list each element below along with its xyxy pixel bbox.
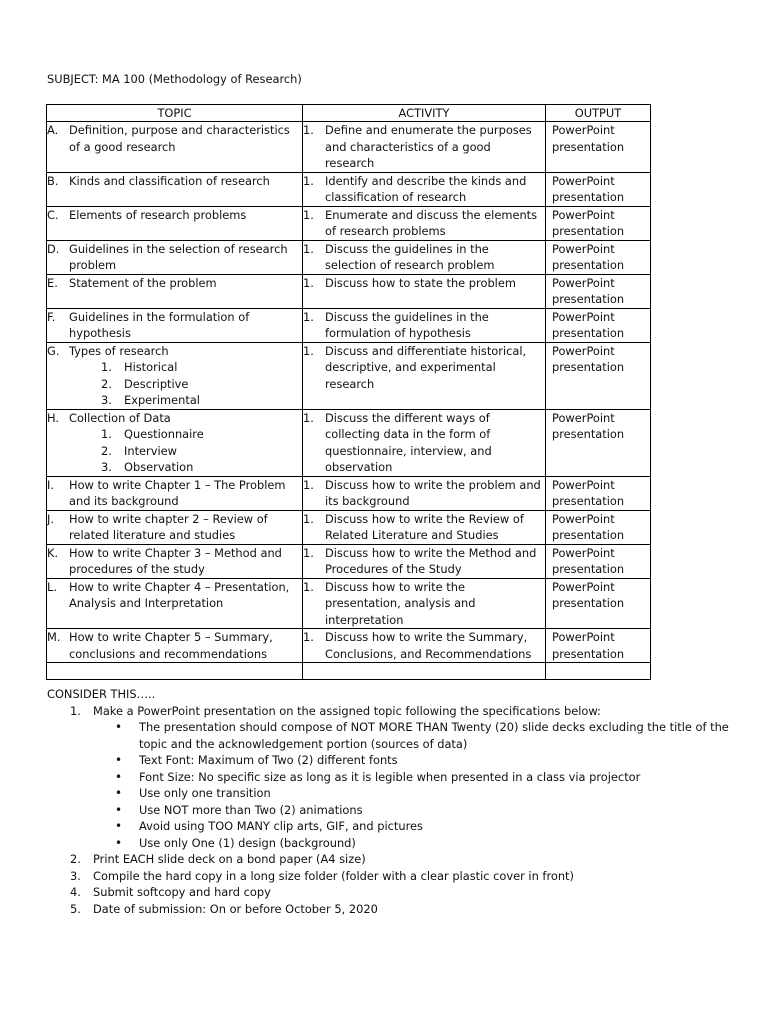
topic-text: Statement of the problem	[69, 275, 217, 290]
activity-text-wrap	[303, 629, 545, 662]
activity-text: Discuss how to state the problem	[325, 275, 516, 290]
table-row	[47, 274, 651, 308]
empty-topic-cell	[47, 663, 303, 680]
specification-item	[93, 835, 747, 852]
topic-subitem	[69, 426, 302, 443]
topic-cell	[47, 544, 303, 578]
subitem-number: 3.	[101, 393, 112, 407]
topic-letter: I.	[47, 477, 54, 492]
topic-cell	[47, 172, 303, 206]
specification-item	[93, 785, 747, 802]
activity-text: Discuss how to write the Method and Procedures of the Study	[325, 545, 537, 576]
topic-cell	[47, 308, 303, 342]
topic-letter: A.	[47, 123, 59, 137]
topic-text: Elements of research problems	[69, 207, 247, 222]
table-row	[47, 578, 651, 629]
output-cell	[546, 342, 651, 409]
activity-number: 1.	[303, 343, 314, 358]
activity-text: Discuss how to write the presentation, analysis and interpretation	[325, 579, 476, 627]
output-cell	[546, 510, 651, 544]
output-text: PowerPoint presentation	[552, 123, 625, 154]
empty-table-row	[47, 663, 651, 680]
instruction-step	[47, 703, 747, 852]
activity-cell	[303, 274, 546, 308]
empty-activity-cell	[303, 663, 546, 680]
topic-text-wrap	[47, 629, 302, 662]
bullet-icon: •	[115, 802, 123, 817]
activity-cell	[303, 122, 546, 173]
activity-text: Discuss the guidelines in the selection of research problem	[325, 241, 495, 272]
output-text: PowerPoint presentation	[552, 343, 625, 374]
output-text: PowerPoint presentation	[552, 241, 625, 272]
activity-text: Discuss how to write the problem and its background	[325, 477, 541, 508]
specification-bullets	[93, 719, 747, 851]
subitem-text: Experimental	[124, 393, 200, 407]
table-row	[47, 308, 651, 342]
topic-letter: J.	[47, 511, 54, 526]
step-text: Date of submission: On or before October 5, 2020	[93, 901, 378, 916]
topic-cell	[47, 342, 303, 409]
topic-text-wrap	[47, 477, 302, 510]
topic-text: How to write chapter 2 – Review of related literature and studies	[69, 511, 268, 542]
step-number: 5.	[70, 901, 81, 916]
activity-text-wrap	[303, 410, 545, 476]
header-activity: ACTIVITY	[303, 105, 546, 122]
subitem-number: 1.	[101, 427, 112, 441]
table-row	[47, 544, 651, 578]
subitem-number: 1.	[101, 360, 112, 374]
activity-number: 1.	[303, 511, 314, 526]
topic-letter: F.	[47, 309, 56, 324]
topic-subitems	[69, 426, 302, 476]
output-text: PowerPoint presentation	[552, 630, 625, 661]
topic-text-wrap	[47, 207, 302, 224]
output-cell	[546, 274, 651, 308]
topic-cell	[47, 274, 303, 308]
topic-text-wrap	[47, 241, 302, 274]
bullet-icon: •	[115, 786, 123, 800]
instruction-step	[47, 901, 747, 918]
activity-text: Discuss how to write the Summary, Conclusions, and Recommendations	[325, 630, 532, 661]
activity-cell	[303, 510, 546, 544]
specification-item	[93, 769, 747, 786]
topic-letter: D.	[47, 241, 60, 256]
activity-text-wrap	[303, 309, 545, 342]
instruction-step	[47, 884, 747, 901]
subitem-number: 2.	[101, 443, 112, 458]
activity-text-wrap	[303, 477, 545, 510]
topic-text: How to write Chapter 5 – Summary, conclusions and recommendations	[69, 630, 273, 661]
instruction-step	[47, 851, 747, 868]
activity-text: Discuss the different ways of collecting data in the form of questionnaire, interview, and observation	[325, 410, 492, 474]
activity-number: 1.	[303, 207, 314, 222]
activity-cell	[303, 409, 546, 476]
step-text: Make a PowerPoint presentation on the assigned topic following the specifications below:	[93, 703, 601, 718]
header-topic: TOPIC	[47, 105, 303, 122]
table-row	[47, 629, 651, 663]
table-row	[47, 172, 651, 206]
table-body	[47, 122, 651, 680]
specification-text: Use NOT more than Two (2) animations	[139, 802, 363, 817]
activity-number: 1.	[303, 241, 314, 256]
output-cell	[546, 240, 651, 274]
specification-text: Use only One (1) design (background)	[139, 835, 356, 850]
activity-text-wrap	[303, 579, 545, 629]
topic-subitem	[69, 392, 302, 409]
output-text: PowerPoint presentation	[552, 309, 625, 340]
activity-text: Define and enumerate the purposes and characteristics of a good research	[325, 123, 532, 170]
step-number: 1.	[70, 703, 81, 718]
topics-table	[46, 104, 651, 680]
topic-letter: L.	[47, 579, 57, 594]
bullet-icon: •	[115, 835, 123, 850]
topic-text-wrap	[47, 579, 302, 612]
topic-subitems	[69, 359, 302, 409]
table-row	[47, 240, 651, 274]
topic-text: Collection of Data	[69, 410, 171, 425]
activity-text: Identify and describe the kinds and classification of research	[325, 173, 527, 204]
topic-text: Kinds and classification of research	[69, 173, 270, 188]
subitem-text: Descriptive	[124, 376, 189, 391]
bullet-icon: •	[115, 819, 123, 833]
output-text: PowerPoint presentation	[552, 545, 625, 576]
output-cell	[546, 122, 651, 173]
topic-letter: H.	[47, 410, 59, 425]
topic-subitem	[69, 376, 302, 393]
specification-item	[93, 719, 747, 752]
topic-text-wrap	[47, 275, 302, 292]
activity-cell	[303, 578, 546, 629]
activity-cell	[303, 172, 546, 206]
activity-number: 1.	[303, 410, 314, 425]
output-cell	[546, 409, 651, 476]
subitem-text: Historical	[124, 360, 178, 374]
topic-cell	[47, 122, 303, 173]
activity-cell	[303, 342, 546, 409]
step-text: Compile the hard copy in a long size folder (folder with a clear plastic cover in front)	[93, 868, 574, 883]
topic-text: Types of research	[69, 343, 169, 358]
topic-text-wrap	[47, 410, 302, 476]
topic-text: Definition, purpose and characteristics of a good research	[69, 123, 290, 154]
output-cell	[546, 578, 651, 629]
topic-cell	[47, 240, 303, 274]
topic-text-wrap	[47, 511, 302, 544]
table-row	[47, 510, 651, 544]
activity-number: 1.	[303, 173, 314, 188]
subitem-number: 3.	[101, 460, 112, 474]
activity-text: Enumerate and discuss the elements of research problems	[325, 207, 538, 238]
activity-number: 1.	[303, 477, 314, 492]
output-text: PowerPoint presentation	[552, 173, 625, 204]
step-number: 3.	[70, 868, 81, 883]
output-cell	[546, 544, 651, 578]
topic-text: How to write Chapter 3 – Method and procedures of the study	[69, 545, 282, 576]
consider-section	[47, 686, 747, 917]
table-row	[47, 206, 651, 240]
activity-cell	[303, 544, 546, 578]
topic-cell	[47, 409, 303, 476]
topic-cell	[47, 206, 303, 240]
activity-text-wrap	[303, 275, 545, 292]
table-row	[47, 409, 651, 476]
output-text: PowerPoint presentation	[552, 477, 625, 508]
bullet-icon: •	[115, 720, 123, 734]
instructions-list	[47, 703, 747, 918]
activity-text-wrap	[303, 207, 545, 240]
activity-cell	[303, 308, 546, 342]
specification-text: Font Size: No specific size as long as it is legible when presented in a class via projector	[139, 769, 641, 784]
activity-number: 1.	[303, 579, 314, 594]
table-row	[47, 342, 651, 409]
topic-letter: M.	[47, 630, 61, 644]
activity-cell	[303, 206, 546, 240]
specification-text: Text Font: Maximum of Two (2) different fonts	[139, 753, 398, 767]
output-cell	[546, 476, 651, 510]
activity-number: 1.	[303, 275, 314, 290]
consider-heading: CONSIDER THIS…..	[47, 687, 156, 701]
output-text: PowerPoint presentation	[552, 410, 625, 441]
activity-text-wrap	[303, 545, 545, 578]
activity-text: Discuss how to write the Review of Related Literature and Studies	[325, 511, 524, 542]
activity-text-wrap	[303, 122, 545, 172]
activity-text-wrap	[303, 343, 545, 393]
activity-number: 1.	[303, 545, 314, 560]
specification-item	[93, 752, 747, 769]
output-cell	[546, 308, 651, 342]
activity-text: Discuss the guidelines in the formulation of hypothesis	[325, 309, 489, 340]
specification-text: Use only one transition	[139, 786, 271, 800]
topic-cell	[47, 578, 303, 629]
activity-number: 1.	[303, 123, 314, 137]
activity-text-wrap	[303, 241, 545, 274]
topic-subitem	[69, 359, 302, 376]
subitem-text: Observation	[124, 460, 194, 474]
activity-text: Discuss and differentiate historical, descriptive, and experimental research	[325, 343, 527, 391]
output-cell	[546, 629, 651, 663]
topic-cell	[47, 510, 303, 544]
activity-cell	[303, 629, 546, 663]
step-text: Print EACH slide deck on a bond paper (A4 size)	[93, 852, 366, 866]
topic-text-wrap	[47, 173, 302, 190]
subitem-number: 2.	[101, 376, 112, 391]
topic-text: How to write Chapter 4 – Presentation, Analysis and Interpretation	[69, 579, 290, 610]
activity-cell	[303, 240, 546, 274]
topic-text-wrap	[47, 122, 302, 155]
step-number: 4.	[70, 885, 81, 899]
table-row	[47, 476, 651, 510]
activity-text-wrap	[303, 511, 545, 544]
topic-text: Guidelines in the formulation of hypothesis	[69, 309, 250, 340]
topic-cell	[47, 629, 303, 663]
topic-text: How to write Chapter 1 – The Problem and its background	[69, 477, 286, 508]
step-text: Submit softcopy and hard copy	[93, 885, 271, 899]
topic-letter: B.	[47, 173, 59, 188]
output-text: PowerPoint presentation	[552, 511, 625, 542]
output-text: PowerPoint presentation	[552, 207, 625, 238]
topic-letter: C.	[47, 207, 59, 222]
topic-letter: G.	[47, 343, 60, 358]
table-header-row	[47, 105, 651, 122]
subitem-text: Questionnaire	[124, 427, 204, 441]
topic-subitem	[69, 459, 302, 476]
specification-text: The presentation should compose of NOT MORE THAN Twenty (20) slide decks excluding the title of the topic and the acknowledgement portion (sources of data)	[139, 720, 729, 751]
topic-subitem	[69, 443, 302, 460]
instruction-step	[47, 868, 747, 885]
output-text: PowerPoint presentation	[552, 579, 625, 610]
table-row	[47, 122, 651, 173]
empty-output-cell	[546, 663, 651, 680]
topic-text-wrap	[47, 309, 302, 342]
header-output: OUTPUT	[546, 105, 651, 122]
topic-text: Guidelines in the selection of research problem	[69, 241, 288, 272]
activity-number: 1.	[303, 309, 314, 324]
activity-number: 1.	[303, 630, 314, 644]
bullet-icon: •	[115, 753, 123, 767]
bullet-icon: •	[115, 769, 123, 784]
specification-item	[93, 802, 747, 819]
activity-text-wrap	[303, 173, 545, 206]
output-text: PowerPoint presentation	[552, 275, 625, 306]
output-cell	[546, 206, 651, 240]
subject-line: SUBJECT: MA 100 (Methodology of Research)	[47, 72, 302, 86]
topic-text-wrap	[47, 343, 302, 409]
output-cell	[546, 172, 651, 206]
step-number: 2.	[70, 852, 81, 866]
topic-cell	[47, 476, 303, 510]
subitem-text: Interview	[124, 443, 177, 458]
topic-letter: K.	[47, 545, 59, 560]
topic-text-wrap	[47, 545, 302, 578]
activity-cell	[303, 476, 546, 510]
topic-letter: E.	[47, 275, 58, 290]
specification-text: Avoid using TOO MANY clip arts, GIF, and pictures	[139, 819, 423, 833]
specification-item	[93, 818, 747, 835]
